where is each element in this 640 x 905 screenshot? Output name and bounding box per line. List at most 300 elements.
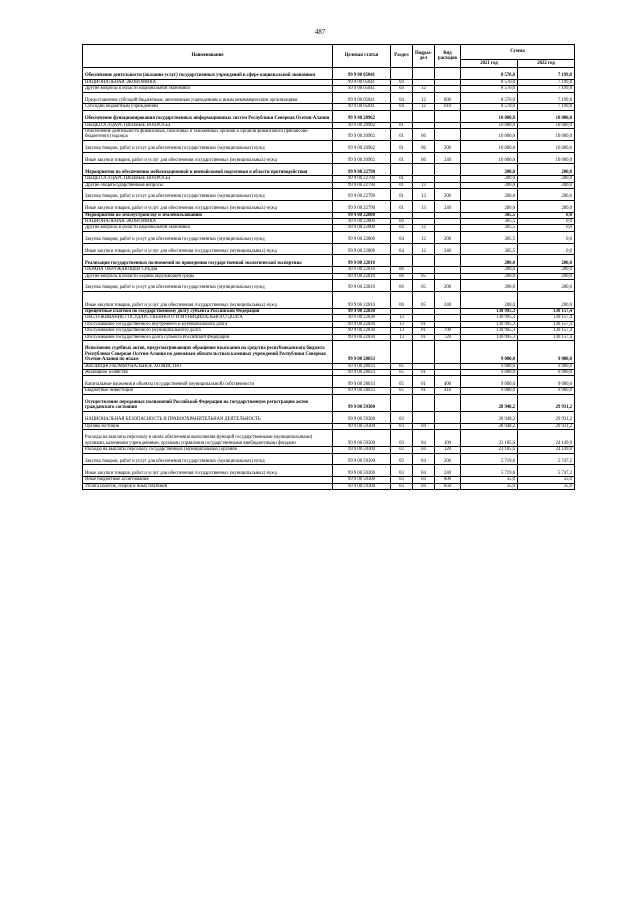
row-code: 99 9 00 22830 (333, 321, 391, 327)
row-sum-2022: 29 931,2 (518, 411, 575, 423)
row-subsection: 04 (413, 465, 435, 477)
row-expense-type: 610 (435, 104, 461, 110)
row-name: Иные закупки товаров, работ и услуг для обеспечения государственных (муниципальных) нужд (83, 152, 333, 164)
row-name: ОХРАНА ОКРУЖАЮЩЕЙ СРЕДЫ (83, 267, 333, 273)
row-sum-2022: 200,0 (518, 267, 575, 273)
row-expense-type (435, 164, 461, 176)
table-row (83, 341, 575, 364)
row-sum-2021: 8 570,0 (461, 68, 518, 80)
row-sum-2022: 10 000,0 (518, 122, 575, 128)
row-code: 99 9 00 28033 (333, 388, 391, 394)
row-sum-2022: 0,0 (518, 243, 575, 255)
row-name: Расходы на выплаты персоналу государственных (муниципальных) органов (83, 447, 333, 453)
row-sum-2022: 200,0 (518, 280, 575, 292)
row-section: 01 (391, 152, 413, 164)
row-sum-2022: 7 199,8 (518, 104, 575, 110)
row-code: 99 9 00 05041 (333, 79, 391, 85)
row-sum-2022: 130 157,4 (518, 309, 575, 315)
row-expense-type: 720 (435, 334, 461, 340)
row-expense-type (435, 341, 461, 364)
row-section: 04 (391, 92, 413, 104)
row-name: Иные закупки товаров, работ и услуг для обеспечения государственных (муниципальных) нужд (83, 243, 333, 255)
row-sum-2022: 0,0 (518, 231, 575, 243)
row-code: 99 9 00 22790 (333, 189, 391, 201)
row-code: 99 9 00 22830 (333, 309, 391, 315)
row-section: 03 (391, 465, 413, 477)
row-section: 13 (391, 315, 413, 321)
row-code: 99 9 00 20962 (333, 140, 391, 152)
row-expense-type (435, 394, 461, 411)
row-expense-type: 120 (435, 447, 461, 453)
row-sum-2021: 10 000,0 (461, 152, 518, 164)
row-sum-2022: 29 931,2 (518, 394, 575, 411)
row-sum-2021: 8 570,0 (461, 104, 518, 110)
row-sum-2021: 8 570,0 (461, 92, 518, 104)
row-subsection: 04 (413, 453, 435, 465)
row-name: Другие вопросы в области национальной экономики (83, 225, 333, 231)
row-name: ЖИЛИЩНО-КОММУНАЛЬНОЕ ХОЗЯЙСТВО (83, 363, 333, 369)
table-row (83, 110, 575, 122)
row-expense-type: 410 (435, 388, 461, 394)
row-name: Субсидии бюджетным учреждениям (83, 104, 333, 110)
header-code: Целевая статья (333, 45, 391, 68)
row-code: 99 9 00 59300 (333, 477, 391, 483)
row-section: 06 (391, 291, 413, 308)
row-sum-2022: 7 199,8 (518, 79, 575, 85)
row-sum-2022: 130 157,4 (518, 334, 575, 340)
row-subsection: 01 (413, 388, 435, 394)
row-sum-2022: 5 747,2 (518, 453, 575, 465)
row-name: Иные закупки товаров, работ и услуг для обеспечения государственных (муниципальных) нужд (83, 291, 333, 308)
table-row (83, 140, 575, 152)
row-sum-2022: 29 931,2 (518, 423, 575, 429)
header-section: Раздел (391, 45, 413, 68)
row-sum-2021: 305,5 (461, 212, 518, 218)
row-name: Закупка товаров, работ и услуг для обеспечения государственных (муниципальных) нужд (83, 231, 333, 243)
table-row (83, 152, 575, 164)
row-section: 04 (391, 86, 413, 92)
row-sum-2022: 200,0 (518, 255, 575, 267)
row-sum-2022: 130 157,4 (518, 321, 575, 327)
row-sum-2021: 28 948,2 (461, 423, 518, 429)
row-sum-2021: 10 000,0 (461, 110, 518, 122)
row-code: 99 9 00 20962 (333, 129, 391, 141)
row-sum-2022: 9 000,0 (518, 370, 575, 376)
row-section: 01 (391, 182, 413, 188)
row-section: 03 (391, 447, 413, 453)
row-sum-2022: 200,0 (518, 176, 575, 182)
row-subsection: 06 (413, 152, 435, 164)
row-name: Исполнение судебных актов, предусматривающих обращение взыскания на средства республиканского бюджета Республики Северная Осетия-Алания по денежным обязательствам казенных учреждений Республики Северная Осетия-Алания по искам (83, 341, 333, 364)
row-section (391, 164, 413, 176)
row-code: 99 9 00 22790 (333, 182, 391, 188)
row-sum-2021: 200,0 (461, 255, 518, 267)
row-subsection: 01 (413, 328, 435, 334)
row-name: Иные закупки товаров, работ и услуг для обеспечения государственных (муниципальных) нужд (83, 465, 333, 477)
row-code: 99 9 00 22800 (333, 212, 391, 218)
table-row (83, 129, 575, 141)
row-sum-2022: 10 000,0 (518, 110, 575, 122)
row-expense-type: 100 (435, 430, 461, 447)
row-code: 99 9 00 22800 (333, 219, 391, 225)
row-section (391, 394, 413, 411)
row-subsection (413, 394, 435, 411)
row-sum-2021: 5 719,6 (461, 453, 518, 465)
row-code: 99 9 00 59300 (333, 423, 391, 429)
row-expense-type: 200 (435, 189, 461, 201)
row-name: ОБЩЕГОСУДАРСТВЕННЫЕ ВОПРОСЫ (83, 122, 333, 128)
row-code: 99 9 00 20962 (333, 152, 391, 164)
row-sum-2021: 130 995,3 (461, 328, 518, 334)
row-name: Предоставление субсидий бюджетным, автономным учреждениям и иным некоммерческим организациям (83, 92, 333, 104)
row-name: Обеспечение деятельности финансовых, налоговых и таможенных органов и органов финансового (финансово-бюджетного) надзора (83, 129, 333, 141)
table-row (83, 243, 575, 255)
row-expense-type: 200 (435, 453, 461, 465)
row-code: 99 9 00 28033 (333, 376, 391, 388)
row-sum-2021: 130 995,3 (461, 334, 518, 340)
row-subsection (413, 411, 435, 423)
row-section: 03 (391, 430, 413, 447)
row-subsection: 12 (413, 225, 435, 231)
row-sum-2021: 130 995,3 (461, 321, 518, 327)
row-sum-2022: 24 149,0 (518, 430, 575, 447)
row-name: Расходы на выплаты персоналу в целях обеспечения выполнения функций государственными (муниципальными) органами, казенными учреждениями, органами управления государственными внебюджетными фондами (83, 430, 333, 447)
row-code: 99 9 00 22800 (333, 231, 391, 243)
row-sum-2022: 24 149,0 (518, 447, 575, 453)
row-expense-type (435, 129, 461, 141)
row-name: НАЦИОНАЛЬНАЯ ЭКОНОМИКА (83, 79, 333, 85)
row-name: НАЦИОНАЛЬНАЯ ЭКОНОМИКА (83, 219, 333, 225)
row-sum-2021: 305,5 (461, 231, 518, 243)
row-code: 99 9 00 22800 (333, 243, 391, 255)
row-code: 99 9 00 59300 (333, 483, 391, 489)
row-sum-2021: 8 570,0 (461, 86, 518, 92)
header-year-2021: 2021 год (461, 59, 518, 67)
row-subsection: 04 (413, 430, 435, 447)
row-code: 99 9 00 22800 (333, 225, 391, 231)
row-name: Осуществление переданных полномочий Российской Федерации на государственную регистрацию актов гражданского состояния (83, 394, 333, 411)
row-name: Органы юстиции (83, 423, 333, 429)
row-sum-2021: 8 570,0 (461, 79, 518, 85)
row-name: Иные закупки товаров, работ и услуг для обеспечения государственных (муниципальных) нужд (83, 200, 333, 212)
row-sum-2021: 9 000,0 (461, 388, 518, 394)
row-name: Закупка товаров, работ и услуг для обеспечения государственных (муниципальных) нужд (83, 280, 333, 292)
row-code: 99 9 00 28033 (333, 370, 391, 376)
row-section: 01 (391, 122, 413, 128)
table-row (83, 231, 575, 243)
row-sum-2022: 9 000,0 (518, 363, 575, 369)
row-name: Обслуживание государственного долга субъекта Российской Федерации (83, 334, 333, 340)
row-section: 01 (391, 189, 413, 201)
row-code: 99 9 00 59300 (333, 447, 391, 453)
row-section: 04 (391, 225, 413, 231)
row-sum-2021: 10 000,0 (461, 129, 518, 141)
row-name: Обслуживание государственного (муниципального) долга (83, 328, 333, 334)
row-sum-2021: 200,0 (461, 267, 518, 273)
row-sum-2021: 200,0 (461, 164, 518, 176)
row-expense-type: 600 (435, 92, 461, 104)
row-sum-2022: 200,0 (518, 182, 575, 188)
row-code: 99 9 00 22790 (333, 200, 391, 212)
row-subsection: 04 (413, 447, 435, 453)
row-section: 01 (391, 140, 413, 152)
row-sum-2022: 10 000,0 (518, 152, 575, 164)
table-row (83, 291, 575, 308)
table-row (83, 280, 575, 292)
table-row (83, 465, 575, 477)
row-sum-2021: 23 185,6 (461, 447, 518, 453)
row-section: 03 (391, 483, 413, 489)
row-expense-type: 200 (435, 280, 461, 292)
row-name: Реализация государственных полномочий по проведению государственной экологической экспертизы (83, 255, 333, 267)
row-sum-2022: 0,0 (518, 212, 575, 218)
row-expense-type: 200 (435, 231, 461, 243)
row-sum-2021: 35,0 (461, 477, 518, 483)
row-expense-type: 850 (435, 483, 461, 489)
row-sum-2022: 200,0 (518, 200, 575, 212)
row-subsection (413, 110, 435, 122)
row-sum-2022: 200,0 (518, 291, 575, 308)
row-sum-2022: 200,0 (518, 273, 575, 279)
row-expense-type: 700 (435, 328, 461, 334)
budget-table (82, 44, 575, 490)
row-name: Другие вопросы в области охраны окружающей среды (83, 273, 333, 279)
row-name: Обеспечение функционирования государственных информационных систем Республики Северная Осетия-Алания (83, 110, 333, 122)
row-sum-2022: 200,0 (518, 164, 575, 176)
row-code: 99 9 00 22830 (333, 328, 391, 334)
row-name: НАЦИОНАЛЬНАЯ БЕЗОПАСНОСТЬ И ПРАВООХРАНИТЕЛЬНАЯ ДЕЯТЕЛЬНОСТЬ (83, 411, 333, 423)
row-sum-2022: 0,0 (518, 219, 575, 225)
row-name: Бюджетные инвестиции (83, 388, 333, 394)
row-section: 05 (391, 376, 413, 388)
row-name: Закупка товаров, работ и услуг для обеспечения государственных (муниципальных) нужд (83, 189, 333, 201)
row-sum-2022: 10 000,0 (518, 140, 575, 152)
row-sum-2022: 7 199,8 (518, 92, 575, 104)
row-code: 99 9 00 22810 (333, 267, 391, 273)
row-subsection: 12 (413, 104, 435, 110)
row-sum-2022: 130 157,4 (518, 328, 575, 334)
row-sum-2021: 9 000,0 (461, 370, 518, 376)
row-code: 99 9 00 22810 (333, 280, 391, 292)
row-name: Обеспечение деятельности (оказание услуг) государственных учреждений в сфере национальной экономики (83, 68, 333, 80)
row-code: 99 9 00 59300 (333, 453, 391, 465)
row-code: 99 9 00 05041 (333, 104, 391, 110)
row-sum-2021: 10 000,0 (461, 122, 518, 128)
row-section: 03 (391, 411, 413, 423)
row-name: Обслуживание государственного внутреннего и муниципального долга (83, 321, 333, 327)
row-subsection: 01 (413, 321, 435, 327)
table-row (83, 453, 575, 465)
row-code: 99 9 00 20962 (333, 122, 391, 128)
row-expense-type: 240 (435, 200, 461, 212)
row-sum-2021: 28 948,2 (461, 394, 518, 411)
table-row (83, 92, 575, 104)
row-section: 01 (391, 200, 413, 212)
row-sum-2021: 200,0 (461, 291, 518, 308)
row-sum-2021: 305,5 (461, 225, 518, 231)
row-name: Другие вопросы в области национальной экономики (83, 86, 333, 92)
row-expense-type (435, 411, 461, 423)
row-sum-2022: 5 747,2 (518, 465, 575, 477)
row-expense-type: 240 (435, 465, 461, 477)
row-name: Капитальные вложения в объекты государственной (муниципальной) собственности (83, 376, 333, 388)
row-section: 13 (391, 328, 413, 334)
header-year-2022: 2022 год (518, 59, 575, 67)
row-code: 99 9 00 20962 (333, 110, 391, 122)
table-row (83, 200, 575, 212)
row-section (391, 255, 413, 267)
table-row (83, 376, 575, 388)
row-sum-2022: 10 000,0 (518, 129, 575, 141)
row-code: 99 9 00 22810 (333, 255, 391, 267)
table-row (83, 430, 575, 447)
row-sum-2022: 35,0 (518, 483, 575, 489)
row-subsection (413, 255, 435, 267)
row-section: 04 (391, 231, 413, 243)
row-name: Мероприятия по обеспечению мобилизационной и вневойсковой подготовки в области противодействия (83, 164, 333, 176)
row-section: 04 (391, 243, 413, 255)
row-sum-2022: 7 199,8 (518, 86, 575, 92)
row-subsection (413, 164, 435, 176)
row-name: Закупка товаров, работ и услуг для обеспечения государственных (муниципальных) нужд (83, 140, 333, 152)
row-section: 03 (391, 477, 413, 483)
row-section: 03 (391, 423, 413, 429)
row-sum-2021: 200,0 (461, 182, 518, 188)
row-subsection: 04 (413, 477, 435, 483)
row-code: 99 9 00 22830 (333, 315, 391, 321)
row-code: 99 9 00 22790 (333, 176, 391, 182)
row-subsection: 12 (413, 86, 435, 92)
row-code: 99 9 00 05041 (333, 68, 391, 80)
row-section (391, 110, 413, 122)
row-subsection: 13 (413, 189, 435, 201)
row-code: 99 9 00 59300 (333, 394, 391, 411)
row-expense-type: 200 (435, 140, 461, 152)
row-expense-type (435, 110, 461, 122)
table-row (83, 394, 575, 411)
row-section (391, 68, 413, 80)
row-section: 03 (391, 453, 413, 465)
row-subsection: 06 (413, 140, 435, 152)
row-sum-2021: 130 995,3 (461, 309, 518, 315)
row-code: 99 9 00 59300 (333, 411, 391, 423)
row-sum-2022: 35,0 (518, 477, 575, 483)
row-subsection: 05 (413, 291, 435, 308)
header-name: Наименование (83, 45, 333, 68)
table-row (83, 483, 575, 489)
row-subsection: 04 (413, 423, 435, 429)
row-name: Иные бюджетные ассигнования (83, 477, 333, 483)
row-section: 01 (391, 176, 413, 182)
row-section: 13 (391, 334, 413, 340)
row-subsection: 01 (413, 376, 435, 388)
row-code: 99 9 00 28033 (333, 363, 391, 369)
row-code: 99 9 00 22790 (333, 164, 391, 176)
row-subsection (413, 341, 435, 364)
row-code: 99 9 00 05041 (333, 86, 391, 92)
row-code: 99 9 00 22830 (333, 334, 391, 340)
table-row (83, 255, 575, 267)
header-expense-type: Вид расходов (435, 45, 461, 68)
table-row (83, 68, 575, 80)
row-sum-2021: 9 000,0 (461, 376, 518, 388)
row-sum-2022: 130 157,4 (518, 315, 575, 321)
row-expense-type: 240 (435, 291, 461, 308)
table-body (83, 68, 575, 490)
row-sum-2021: 9 000,0 (461, 341, 518, 364)
row-name: Мероприятия по землеустройству и землепользованию (83, 212, 333, 218)
row-sum-2022: 0,0 (518, 225, 575, 231)
row-code: 99 9 00 59300 (333, 465, 391, 477)
row-name: Уплата налогов, сборов и иных платежей (83, 483, 333, 489)
row-sum-2021: 10 000,0 (461, 140, 518, 152)
row-sum-2022: 7 199,8 (518, 68, 575, 80)
row-code: 99 9 00 28033 (333, 341, 391, 364)
row-subsection (413, 68, 435, 80)
row-expense-type: 800 (435, 477, 461, 483)
row-expense-type (435, 255, 461, 267)
row-code: 99 9 00 22810 (333, 273, 391, 279)
page-number: 487 (314, 28, 326, 36)
row-sum-2021: 28 948,2 (461, 411, 518, 423)
row-sum-2022: 9 000,0 (518, 376, 575, 388)
row-sum-2021: 5 719,6 (461, 465, 518, 477)
row-expense-type: 240 (435, 243, 461, 255)
row-section (391, 341, 413, 364)
row-sum-2021: 130 995,3 (461, 315, 518, 321)
table-row (83, 189, 575, 201)
row-sum-2022: 200,0 (518, 189, 575, 201)
row-section: 06 (391, 280, 413, 292)
row-section: 01 (391, 129, 413, 141)
row-section: 04 (391, 79, 413, 85)
row-section: 13 (391, 321, 413, 327)
row-section: 04 (391, 104, 413, 110)
row-sum-2021: 200,0 (461, 189, 518, 201)
row-code: 99 9 00 22810 (333, 291, 391, 308)
row-section: 05 (391, 388, 413, 394)
row-sum-2022: 9 000,0 (518, 388, 575, 394)
row-subsection: 01 (413, 370, 435, 376)
row-name: Другие общегосударственные вопросы (83, 182, 333, 188)
row-subsection: 05 (413, 273, 435, 279)
row-expense-type: 240 (435, 152, 461, 164)
row-sum-2021: 200,0 (461, 176, 518, 182)
row-section: 06 (391, 267, 413, 273)
row-name: ОБСЛУЖИВАНИЕ ГОСУДАРСТВЕННОГО И МУНИЦИПАЛЬНОГО ДОЛГА (83, 315, 333, 321)
row-subsection: 12 (413, 231, 435, 243)
header-sum: Сумма (461, 45, 575, 60)
row-subsection: 01 (413, 334, 435, 340)
row-section: 05 (391, 370, 413, 376)
row-subsection: 05 (413, 280, 435, 292)
row-sum-2022: 9 000,0 (518, 341, 575, 364)
row-name: ОБЩЕГОСУДАРСТВЕННЫЕ ВОПРОСЫ (83, 176, 333, 182)
row-section: 05 (391, 363, 413, 369)
row-sum-2021: 305,5 (461, 219, 518, 225)
row-section: 04 (391, 219, 413, 225)
row-code: 99 9 00 59300 (333, 430, 391, 447)
row-name: Жилищное хозяйство (83, 370, 333, 376)
row-subsection: 12 (413, 243, 435, 255)
row-name: Закупка товаров, работ и услуг для обеспечения государственных (муниципальных) нужд (83, 453, 333, 465)
row-expense-type: 400 (435, 376, 461, 388)
row-subsection: 06 (413, 129, 435, 141)
row-sum-2021: 200,0 (461, 200, 518, 212)
row-subsection: 13 (413, 182, 435, 188)
row-sum-2021: 200,0 (461, 273, 518, 279)
row-sum-2021: 200,0 (461, 280, 518, 292)
